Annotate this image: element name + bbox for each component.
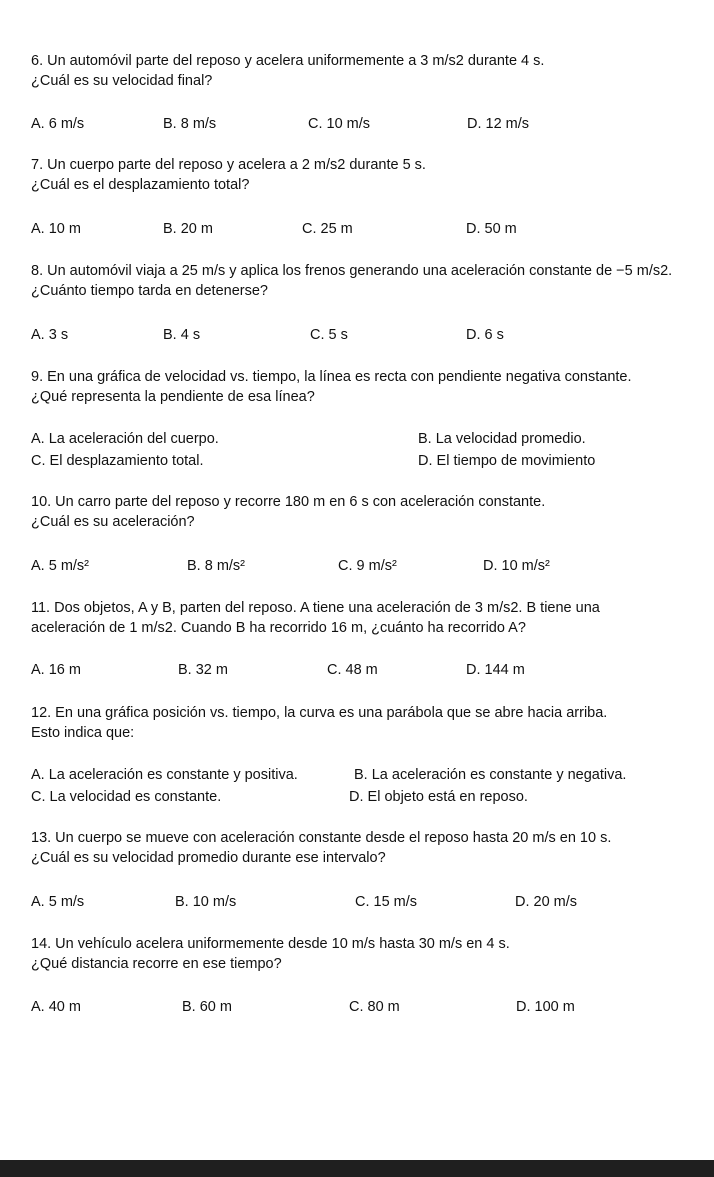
question-11-option-b: B. 32 m — [178, 662, 228, 678]
question-10-option-a: A. 5 m/s² — [31, 558, 90, 574]
question-6-option-d: D. 12 m/s — [467, 116, 530, 132]
question-14-text-line-1: 14. Un vehículo acelera uniformemente desde 10 m/s hasta 30 m/s en 4 s. — [31, 936, 510, 952]
question-13-option-d: D. 20 m/s — [515, 894, 578, 910]
question-9-text-line-1: 9. En una gráfica de velocidad vs. tiempo, la línea es recta con pendiente negativa constante. — [31, 369, 632, 385]
question-7-option-a: A. 10 m — [31, 221, 81, 237]
question-9-option-b: B. La velocidad promedio. — [418, 431, 586, 447]
question-10-text-line-2: ¿Cuál es su aceleración? — [31, 514, 195, 530]
question-7-text-line-2: ¿Cuál es el desplazamiento total? — [31, 177, 250, 193]
question-7-text-line-1: 7. Un cuerpo parte del reposo y acelera a 2 m/s2 durante 5 s. — [31, 157, 426, 173]
question-13-text-line-2: ¿Cuál es su velocidad promedio durante ese intervalo? — [31, 850, 386, 866]
question-8-option-b: B. 4 s — [163, 327, 201, 343]
question-13-option-c: C. 15 m/s — [355, 894, 418, 910]
question-10-option-d: D. 10 m/s² — [483, 558, 550, 574]
question-14-option-c: C. 80 m — [349, 999, 400, 1015]
question-13-option-a: A. 5 m/s — [31, 894, 85, 910]
question-12-text-line-2: Esto indica que: — [31, 725, 135, 741]
question-12-option-a: A. La aceleración es constante y positiva. — [31, 767, 298, 783]
question-9-option-a: A. La aceleración del cuerpo. — [31, 431, 219, 447]
question-8-option-a: A. 3 s — [31, 327, 69, 343]
question-10-option-b: B. 8 m/s² — [187, 558, 246, 574]
question-8-text-line-2: ¿Cuánto tiempo tarda en detenerse? — [31, 283, 268, 299]
question-11-option-a: A. 16 m — [31, 662, 81, 678]
question-14-option-b: B. 60 m — [182, 999, 232, 1015]
question-7-option-c: C. 25 m — [302, 221, 353, 237]
question-9-text-line-2: ¿Qué representa la pendiente de esa línea? — [31, 389, 315, 405]
question-12-option-c: C. La velocidad es constante. — [31, 789, 222, 805]
bottom-edge-bar — [0, 1160, 714, 1177]
question-8-option-d: D. 6 s — [466, 327, 504, 343]
question-9-option-d: D. El tiempo de movimiento — [418, 453, 596, 469]
question-12-text-line-1: 12. En una gráfica posición vs. tiempo, la curva es una parábola que se abre hacia arriba. — [31, 705, 608, 721]
question-10-text-line-1: 10. Un carro parte del reposo y recorre 180 m en 6 s con aceleración constante. — [31, 494, 546, 510]
question-6-text-line-2: ¿Cuál es su velocidad final? — [31, 73, 213, 89]
question-12-option-d: D. El objeto está en reposo. — [349, 789, 528, 805]
question-11-text-line-2: aceleración de 1 m/s2. Cuando B ha recorrido 16 m, ¿cuánto ha recorrido A? — [31, 620, 526, 636]
question-14-option-d: D. 100 m — [516, 999, 575, 1015]
question-14-option-a: A. 40 m — [31, 999, 81, 1015]
question-6-option-c: C. 10 m/s — [308, 116, 371, 132]
question-13-text-line-1: 13. Un cuerpo se mueve con aceleración constante desde el reposo hasta 20 m/s en 10 s. — [31, 830, 612, 846]
question-6-option-a: A. 6 m/s — [31, 116, 85, 132]
question-11-text-line-1: 11. Dos objetos, A y B, parten del reposo. A tiene una aceleración de 3 m/s2. B tiene una — [31, 600, 600, 616]
question-8-option-c: C. 5 s — [310, 327, 348, 343]
question-9-option-c: C. El desplazamiento total. — [31, 453, 204, 469]
question-6-text-line-1: 6. Un automóvil parte del reposo y acelera uniformemente a 3 m/s2 durante 4 s. — [31, 53, 545, 69]
question-14-text-line-2: ¿Qué distancia recorre en ese tiempo? — [31, 956, 282, 972]
question-12-option-b: B. La aceleración es constante y negativa. — [354, 767, 627, 783]
question-7-option-d: D. 50 m — [466, 221, 517, 237]
question-10-option-c: C. 9 m/s² — [338, 558, 397, 574]
question-8-text-line-1: 8. Un automóvil viaja a 25 m/s y aplica los frenos generando una aceleración constante de −5 m/s2. — [31, 263, 673, 279]
question-11-option-d: D. 144 m — [466, 662, 525, 678]
question-13-option-b: B. 10 m/s — [175, 894, 237, 910]
question-6-option-b: B. 8 m/s — [163, 116, 217, 132]
question-11-option-c: C. 48 m — [327, 662, 378, 678]
question-7-option-b: B. 20 m — [163, 221, 213, 237]
